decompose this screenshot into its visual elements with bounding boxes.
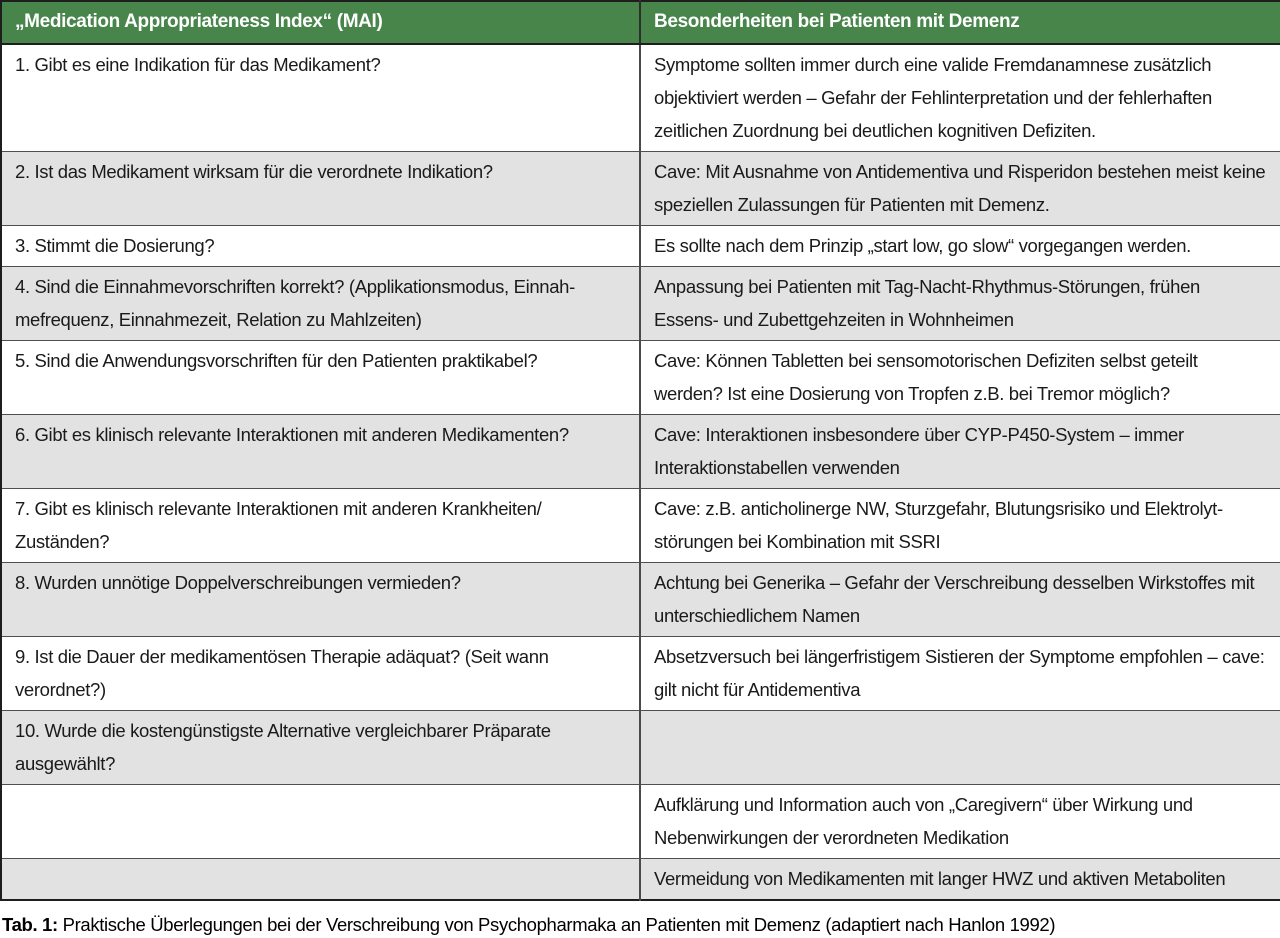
col-header-demenz: Besonderheiten bei Patienten mit Demenz bbox=[640, 1, 1280, 44]
mai-question-cell: 6. Gibt es klinisch relevante Interaktionen mit anderen Medikamenten? bbox=[1, 415, 640, 489]
caption-label: Tab. 1: bbox=[2, 914, 58, 935]
demenz-note-cell: Es sollte nach dem Prinzip „start low, go slow“ vorgegangen werden. bbox=[640, 226, 1280, 267]
mai-question-cell: 4. Sind die Einnahmevorschriften korrekt? (Applikationsmodus, Einnahmefrequenz, Einnahmezeit, Relation zu Mahlzeiten) bbox=[1, 267, 640, 341]
table-row bbox=[1, 785, 1280, 859]
table-row bbox=[1, 44, 1280, 152]
demenz-note-cell: Cave: Können Tabletten bei sensomotorischen Defiziten selbst geteilt werden? Ist eine Dosierung von Tropfen z.B. bei Tremor möglich? bbox=[640, 341, 1280, 415]
table-row bbox=[1, 859, 1280, 901]
demenz-note-cell: Anpassung bei Patienten mit Tag-Nacht-Rhythmus-Störungen, frühen Essens- und Zubettgehzeiten in Wohnheimen bbox=[640, 267, 1280, 341]
mai-question-cell: 10. Wurde die kostengünstigste Alternative vergleichbarer Präparate ausgewählt? bbox=[1, 711, 640, 785]
table-row bbox=[1, 711, 1280, 785]
demenz-note-cell: Achtung bei Generika – Gefahr der Verschreibung desselben Wirkstoffes mit unterschiedlichem Namen bbox=[640, 563, 1280, 637]
mai-question-cell: 7. Gibt es klinisch relevante Interaktionen mit anderen Krankheiten/ Zuständen? bbox=[1, 489, 640, 563]
table-caption bbox=[2, 912, 1280, 938]
table-row bbox=[1, 341, 1280, 415]
mai-question-cell bbox=[1, 785, 640, 859]
table-row bbox=[1, 637, 1280, 711]
table-row bbox=[1, 415, 1280, 489]
col-header-mai: „Medication Appropriateness Index“ (MAI) bbox=[1, 1, 640, 44]
demenz-note-cell: Cave: z.B. anticholinerge NW, Sturzgefahr, Blutungsrisiko und Elektrolytstörungen bei Kombination mit SSRI bbox=[640, 489, 1280, 563]
table-row bbox=[1, 152, 1280, 226]
table-body bbox=[1, 44, 1280, 900]
mai-question-cell: 8. Wurden unnötige Doppelverschreibungen vermieden? bbox=[1, 563, 640, 637]
header-row bbox=[1, 1, 1280, 44]
table-row bbox=[1, 226, 1280, 267]
demenz-note-cell: Vermeidung von Medikamenten mit langer HWZ und aktiven Metaboliten bbox=[640, 859, 1280, 901]
demenz-note-cell: Aufklärung und Information auch von „Caregivern“ über Wirkung und Nebenwirkungen der verordneten Medikation bbox=[640, 785, 1280, 859]
caption-text: Praktische Überlegungen bei der Verschreibung von Psychopharmaka an Patienten mit Demenz (adaptiert nach Hanlon 1992) bbox=[57, 914, 1056, 935]
mai-question-cell: 1. Gibt es eine Indikation für das Medikament? bbox=[1, 44, 640, 152]
mai-question-cell: 5. Sind die Anwendungsvorschriften für den Patienten praktikabel? bbox=[1, 341, 640, 415]
demenz-note-cell: Cave: Interaktionen insbesondere über CYP-P450-System – immer Interaktionstabellen verwenden bbox=[640, 415, 1280, 489]
mai-question-cell: 2. Ist das Medikament wirksam für die verordnete Indikation? bbox=[1, 152, 640, 226]
table-row bbox=[1, 267, 1280, 341]
mai-question-cell bbox=[1, 859, 640, 901]
demenz-note-cell: Absetzversuch bei längerfristigem Sistieren der Symptome empfohlen – cave: gilt nicht für Antidementiva bbox=[640, 637, 1280, 711]
demenz-note-cell: Symptome sollten immer durch eine valide Fremdanamnese zusätzlich objektiviert werden – Gefahr der Fehlinterpretation und der fehlerhaften zeitlichen Zuordnung bei deutlichen kognitiven Defiziten. bbox=[640, 44, 1280, 152]
demenz-note-cell bbox=[640, 711, 1280, 785]
table-row bbox=[1, 489, 1280, 563]
table-row bbox=[1, 563, 1280, 637]
demenz-note-cell: Cave: Mit Ausnahme von Antidementiva und Risperidon bestehen meist keine speziellen Zulassungen für Patienten mit Demenz. bbox=[640, 152, 1280, 226]
table-header bbox=[1, 1, 1280, 44]
mai-question-cell: 3. Stimmt die Dosierung? bbox=[1, 226, 640, 267]
mai-question-cell: 9. Ist die Dauer der medikamentösen Therapie adäquat? (Seit wann verordnet?) bbox=[1, 637, 640, 711]
